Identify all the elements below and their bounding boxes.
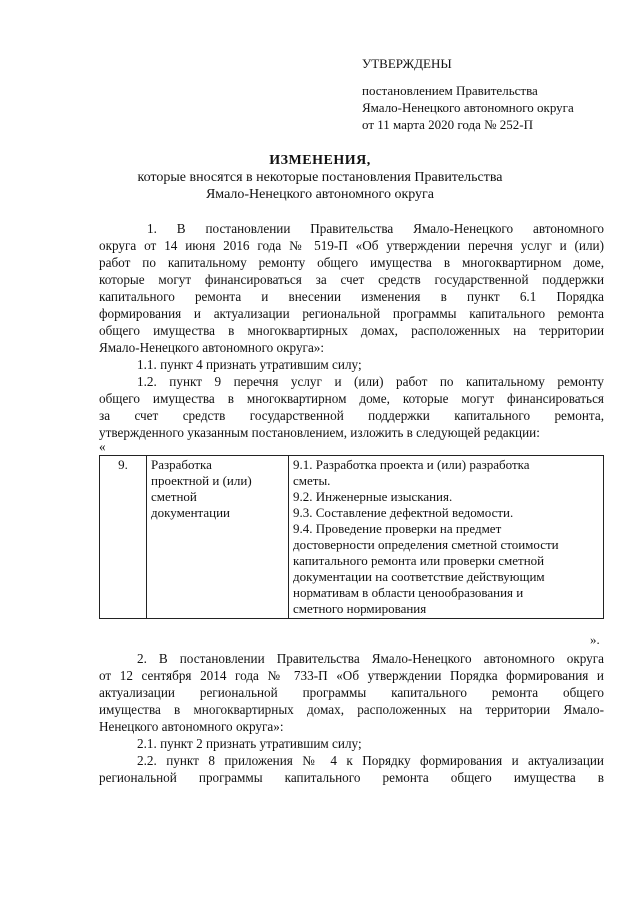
- paragraph-line: Ненецкого автономного округа»:: [99, 719, 284, 734]
- table-cell-content: [289, 456, 604, 619]
- paragraph-line: общего имущества в многоквартирных домах, расположенных на территории: [99, 323, 604, 338]
- paragraph-line: 2.1. пункт 2 признать утратившим силу;: [137, 736, 362, 751]
- paragraph-line: от 12 сентября 2014 года № 733-П «Об утверждении Порядка формирования и: [99, 668, 604, 683]
- paragraph-line: Ямало-Ненецкого автономного округа»:: [99, 340, 325, 355]
- amendment-table: [99, 455, 604, 619]
- approval-line: постановлением Правительства: [362, 83, 538, 98]
- paragraph-line: 2. В постановлении Правительства Ямало-Ненецкого автономного округа: [137, 651, 604, 666]
- cell-line: нормативам в области ценообразования и: [293, 585, 524, 600]
- cell-line: достоверности определения сметной стоимости: [293, 537, 559, 552]
- paragraph-line: 1.1. пункт 4 признать утратившим силу;: [137, 357, 362, 372]
- paragraph-line: актуализации региональной программы капитального ремонта общего: [99, 685, 604, 700]
- cell-line: документации на соответствие действующим: [293, 569, 545, 584]
- cell-line: проектной и (или): [151, 473, 252, 488]
- paragraph-line: которые могут финансироваться за счет средств государственной поддержки: [99, 272, 604, 287]
- quote-close: ».: [590, 632, 600, 647]
- cell-line: капитального ремонта или проверки сметной: [293, 553, 545, 568]
- paragraph-line: утвержденного указанным постановлением, изложить в следующей редакции:: [99, 425, 540, 440]
- paragraph-line: общего имущества в многоквартирном доме, которые могут финансироваться: [99, 391, 604, 406]
- paragraph-line: капитального ремонта и внесении изменения в пункт 6.1 Порядка: [99, 289, 604, 304]
- cell-line: сметной: [151, 489, 197, 504]
- document-subtitle: Ямало-Ненецкого автономного округа: [205, 187, 435, 202]
- document-title: ИЗМЕНЕНИЯ,: [269, 153, 371, 168]
- item-number: 9.: [118, 457, 128, 472]
- document-subtitle: которые вносятся в некоторые постановления Правительства: [137, 170, 503, 185]
- quote-open: «: [99, 439, 106, 454]
- paragraph-line: 1. В постановлении Правительства Ямало-Ненецкого автономного: [147, 221, 604, 236]
- paragraph-line: формирования и актуализации региональной программы капитального ремонта: [99, 306, 604, 321]
- cell-line: 9.1. Разработка проекта и (или) разработка: [293, 457, 530, 472]
- table-cell-name: [147, 456, 289, 619]
- table-cell-number: [100, 456, 147, 619]
- approval-line: Ямало-Ненецкого автономного округа: [362, 100, 574, 115]
- cell-line: документации: [151, 505, 231, 520]
- paragraph-line: работ по капитальному ремонту общего имущества в многоквартирном доме,: [99, 255, 604, 270]
- cell-line: сметного нормирования: [293, 601, 427, 616]
- approval-heading: УТВЕРЖДЕНЫ: [362, 56, 452, 71]
- cell-line: сметы.: [293, 473, 331, 488]
- cell-line: 9.2. Инженерные изыскания.: [293, 489, 453, 504]
- cell-line: Разработка: [151, 457, 212, 472]
- cell-line: 9.3. Составление дефектной ведомости.: [293, 505, 514, 520]
- paragraph-line: 2.2. пункт 8 приложения № 4 к Порядку формирования и актуализации: [137, 753, 604, 768]
- cell-line: 9.4. Проведение проверки на предмет: [293, 521, 502, 536]
- paragraph-line: округа от 14 июня 2016 года № 519-П «Об утверждении перечня услуг и (или): [99, 238, 604, 253]
- approval-line: от 11 марта 2020 года № 252-П: [362, 117, 534, 132]
- paragraph-line: региональной программы капитального ремонта общего имущества в: [99, 770, 604, 785]
- paragraph-line: за счет средств государственной поддержки капитального ремонта,: [99, 408, 604, 423]
- table-row: [100, 456, 604, 619]
- paragraph-line: имущества в многоквартирных домах, расположенных на территории Ямало-: [99, 702, 604, 717]
- paragraph-line: 1.2. пункт 9 перечня услуг и (или) работ по капитальному ремонту: [137, 374, 604, 389]
